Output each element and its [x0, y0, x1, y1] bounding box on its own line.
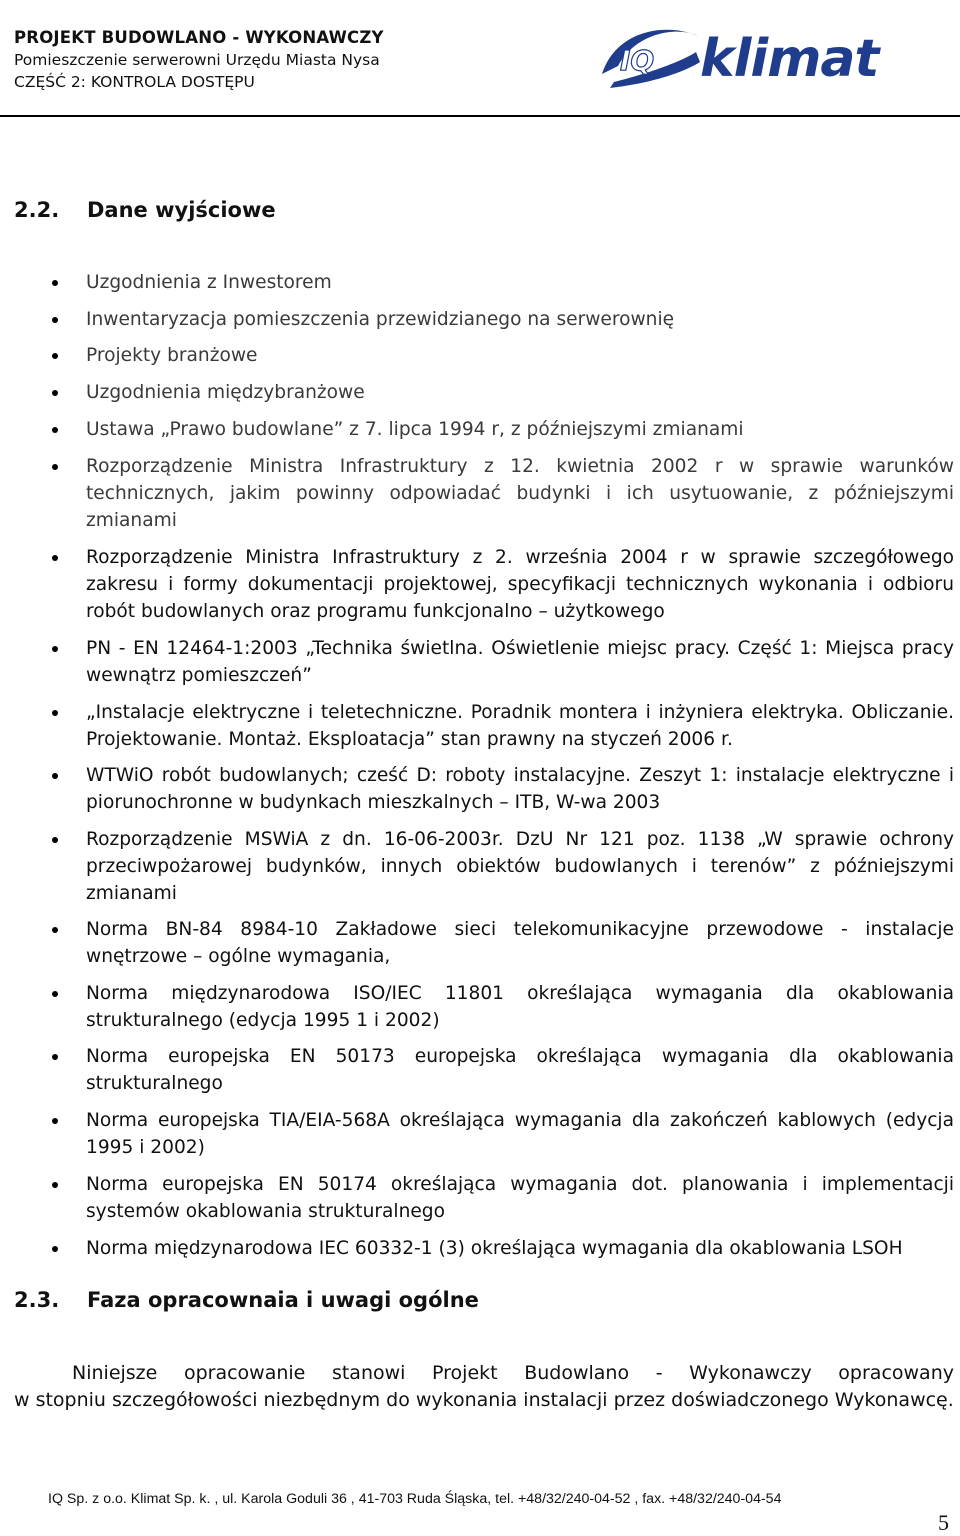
- bullet-icon: [52, 555, 58, 561]
- section-heading-2-3: [14, 1288, 479, 1312]
- list-item: Inwentaryzacja pomieszczenia przewidzianego na serwerownię: [86, 306, 954, 333]
- svg-text:IQ: IQ: [620, 44, 655, 77]
- page-footer: IQ Sp. z o.o. Klimat Sp. k. , ul. Karola Goduli 36 , 41-703 Ruda Śląska, tel. +48/32/240-04-52 , fax. +48/32/240-04-54: [48, 1491, 782, 1507]
- list-item: Norma europejska TIA/EIA-568A określająca wymagania dla zakończeń kablowych (edycja 1995 i 2002): [86, 1107, 954, 1161]
- bullet-icon: [52, 427, 58, 433]
- list-item: Projekty branżowe: [86, 342, 954, 369]
- bullet-icon: [52, 390, 58, 396]
- list-item: Uzgodnienia międzybranżowe: [86, 379, 954, 406]
- project-subtitle: Pomieszczenie serwerowni Urzędu Miasta Nysa: [14, 51, 380, 69]
- bullet-icon: [52, 353, 58, 359]
- bullet-icon: [52, 280, 58, 286]
- list-item: PN - EN 12464-1:2003 „Technika świetlna. Oświetlenie miejsc pracy. Część 1: Miejsca pracy wewnątrz pomieszczeń”: [86, 635, 954, 689]
- list-item: Norma europejska EN 50173 europejska określająca wymagania dla okablowania strukturalnego: [86, 1043, 954, 1097]
- bullet-icon: [52, 710, 58, 716]
- bullet-icon: [52, 646, 58, 652]
- header-divider: [0, 115, 960, 117]
- section-title: Dane wyjściowe: [87, 198, 276, 222]
- bullet-icon: [52, 317, 58, 323]
- list-item: WTWiO robót budowlanych; cześć D: roboty instalacyjne. Zeszyt 1: instalacje elektryczne i piorunochronne w budynkach mieszkalnych – ITB, W-wa 2003: [86, 762, 954, 816]
- bullet-icon: [52, 1182, 58, 1188]
- list-item: Rozporządzenie Ministra Infrastruktury z 12. kwietnia 2002 r w sprawie warunków technicznych, jakim powinny odpowiadać budynki i ich usytuowanie, z późniejszymi zmianami: [86, 453, 954, 534]
- bullet-icon: [52, 927, 58, 933]
- iq-klimat-logo: [596, 22, 946, 92]
- bullet-icon: [52, 464, 58, 470]
- list-item: Norma europejska EN 50174 określająca wymagania dot. planowania i implementacji systemów okablowania strukturalnego: [86, 1171, 954, 1225]
- page-number: 5: [938, 1510, 949, 1535]
- list-item: Ustawa „Prawo budowlane” z 7. lipca 1994 r, z późniejszymi zmianami: [86, 416, 954, 443]
- list-item: Rozporządzenie Ministra Infrastruktury z 2. września 2004 r w sprawie szczegółowego zakresu i formy dokumentacji projektowej, specyfikacji technicznych wykonania i odbioru robót budowlanych oraz programu funkcjonalno – użytkowego: [86, 544, 954, 625]
- list-item: Rozporządzenie MSWiA z dn. 16-06-2003r. DzU Nr 121 poz. 1138 „W sprawie ochrony przeciwpożarowej budynków, innych obiektów budowlanych i terenów” z późniejszymi zmianami: [86, 826, 954, 907]
- section-heading-2-2: [14, 198, 276, 222]
- page-header: [0, 0, 960, 118]
- list-item: „Instalacje elektryczne i teletechniczne. Poradnik montera i inżyniera elektryka. Obliczanie. Projektowanie. Montaż. Eksploatacja” stan prawny na styczeń 2006 r.: [86, 699, 954, 753]
- project-part: CZĘŚĆ 2: KONTROLA DOSTĘPU: [14, 73, 255, 91]
- bullet-icon: [52, 1118, 58, 1124]
- body-paragraph: [14, 1360, 954, 1414]
- paragraph-line: w stopniu szczegółowości niezbędnym do wykonania instalacji przez doświadczonego Wykonawcę.: [14, 1389, 954, 1411]
- bullet-icon: [52, 837, 58, 843]
- section-title: Faza opracownaia i uwagi ogólne: [87, 1288, 479, 1312]
- list-item: Norma międzynarodowa IEC 60332-1 (3) określająca wymagania dla okablowania LSOH: [86, 1235, 954, 1262]
- bullet-icon: [52, 1246, 58, 1252]
- list-item: Norma BN-84 8984-10 Zakładowe sieci telekomunikacyjne przewodowe - instalacje wnętrzowe – ogólne wymagania,: [86, 916, 954, 970]
- list-item: Uzgodnienia z Inwestorem: [86, 269, 954, 296]
- bullet-icon: [52, 991, 58, 997]
- list-item: Norma międzynarodowa ISO/IEC 11801 określająca wymagania dla okablowania strukturalnego (edycja 1995 1 i 2002): [86, 980, 954, 1034]
- section-number: 2.3.: [14, 1288, 60, 1312]
- bullet-icon: [52, 1054, 58, 1060]
- paragraph-line: Niniejsze opracowanie stanowi Projekt Budowlano - Wykonawczy opracowany: [72, 1362, 954, 1384]
- project-title: PROJEKT BUDOWLANO - WYKONAWCZY: [14, 28, 384, 47]
- section-number: 2.2.: [14, 198, 60, 222]
- bullet-icon: [52, 773, 58, 779]
- svg-text:klimat: klimat: [700, 29, 879, 89]
